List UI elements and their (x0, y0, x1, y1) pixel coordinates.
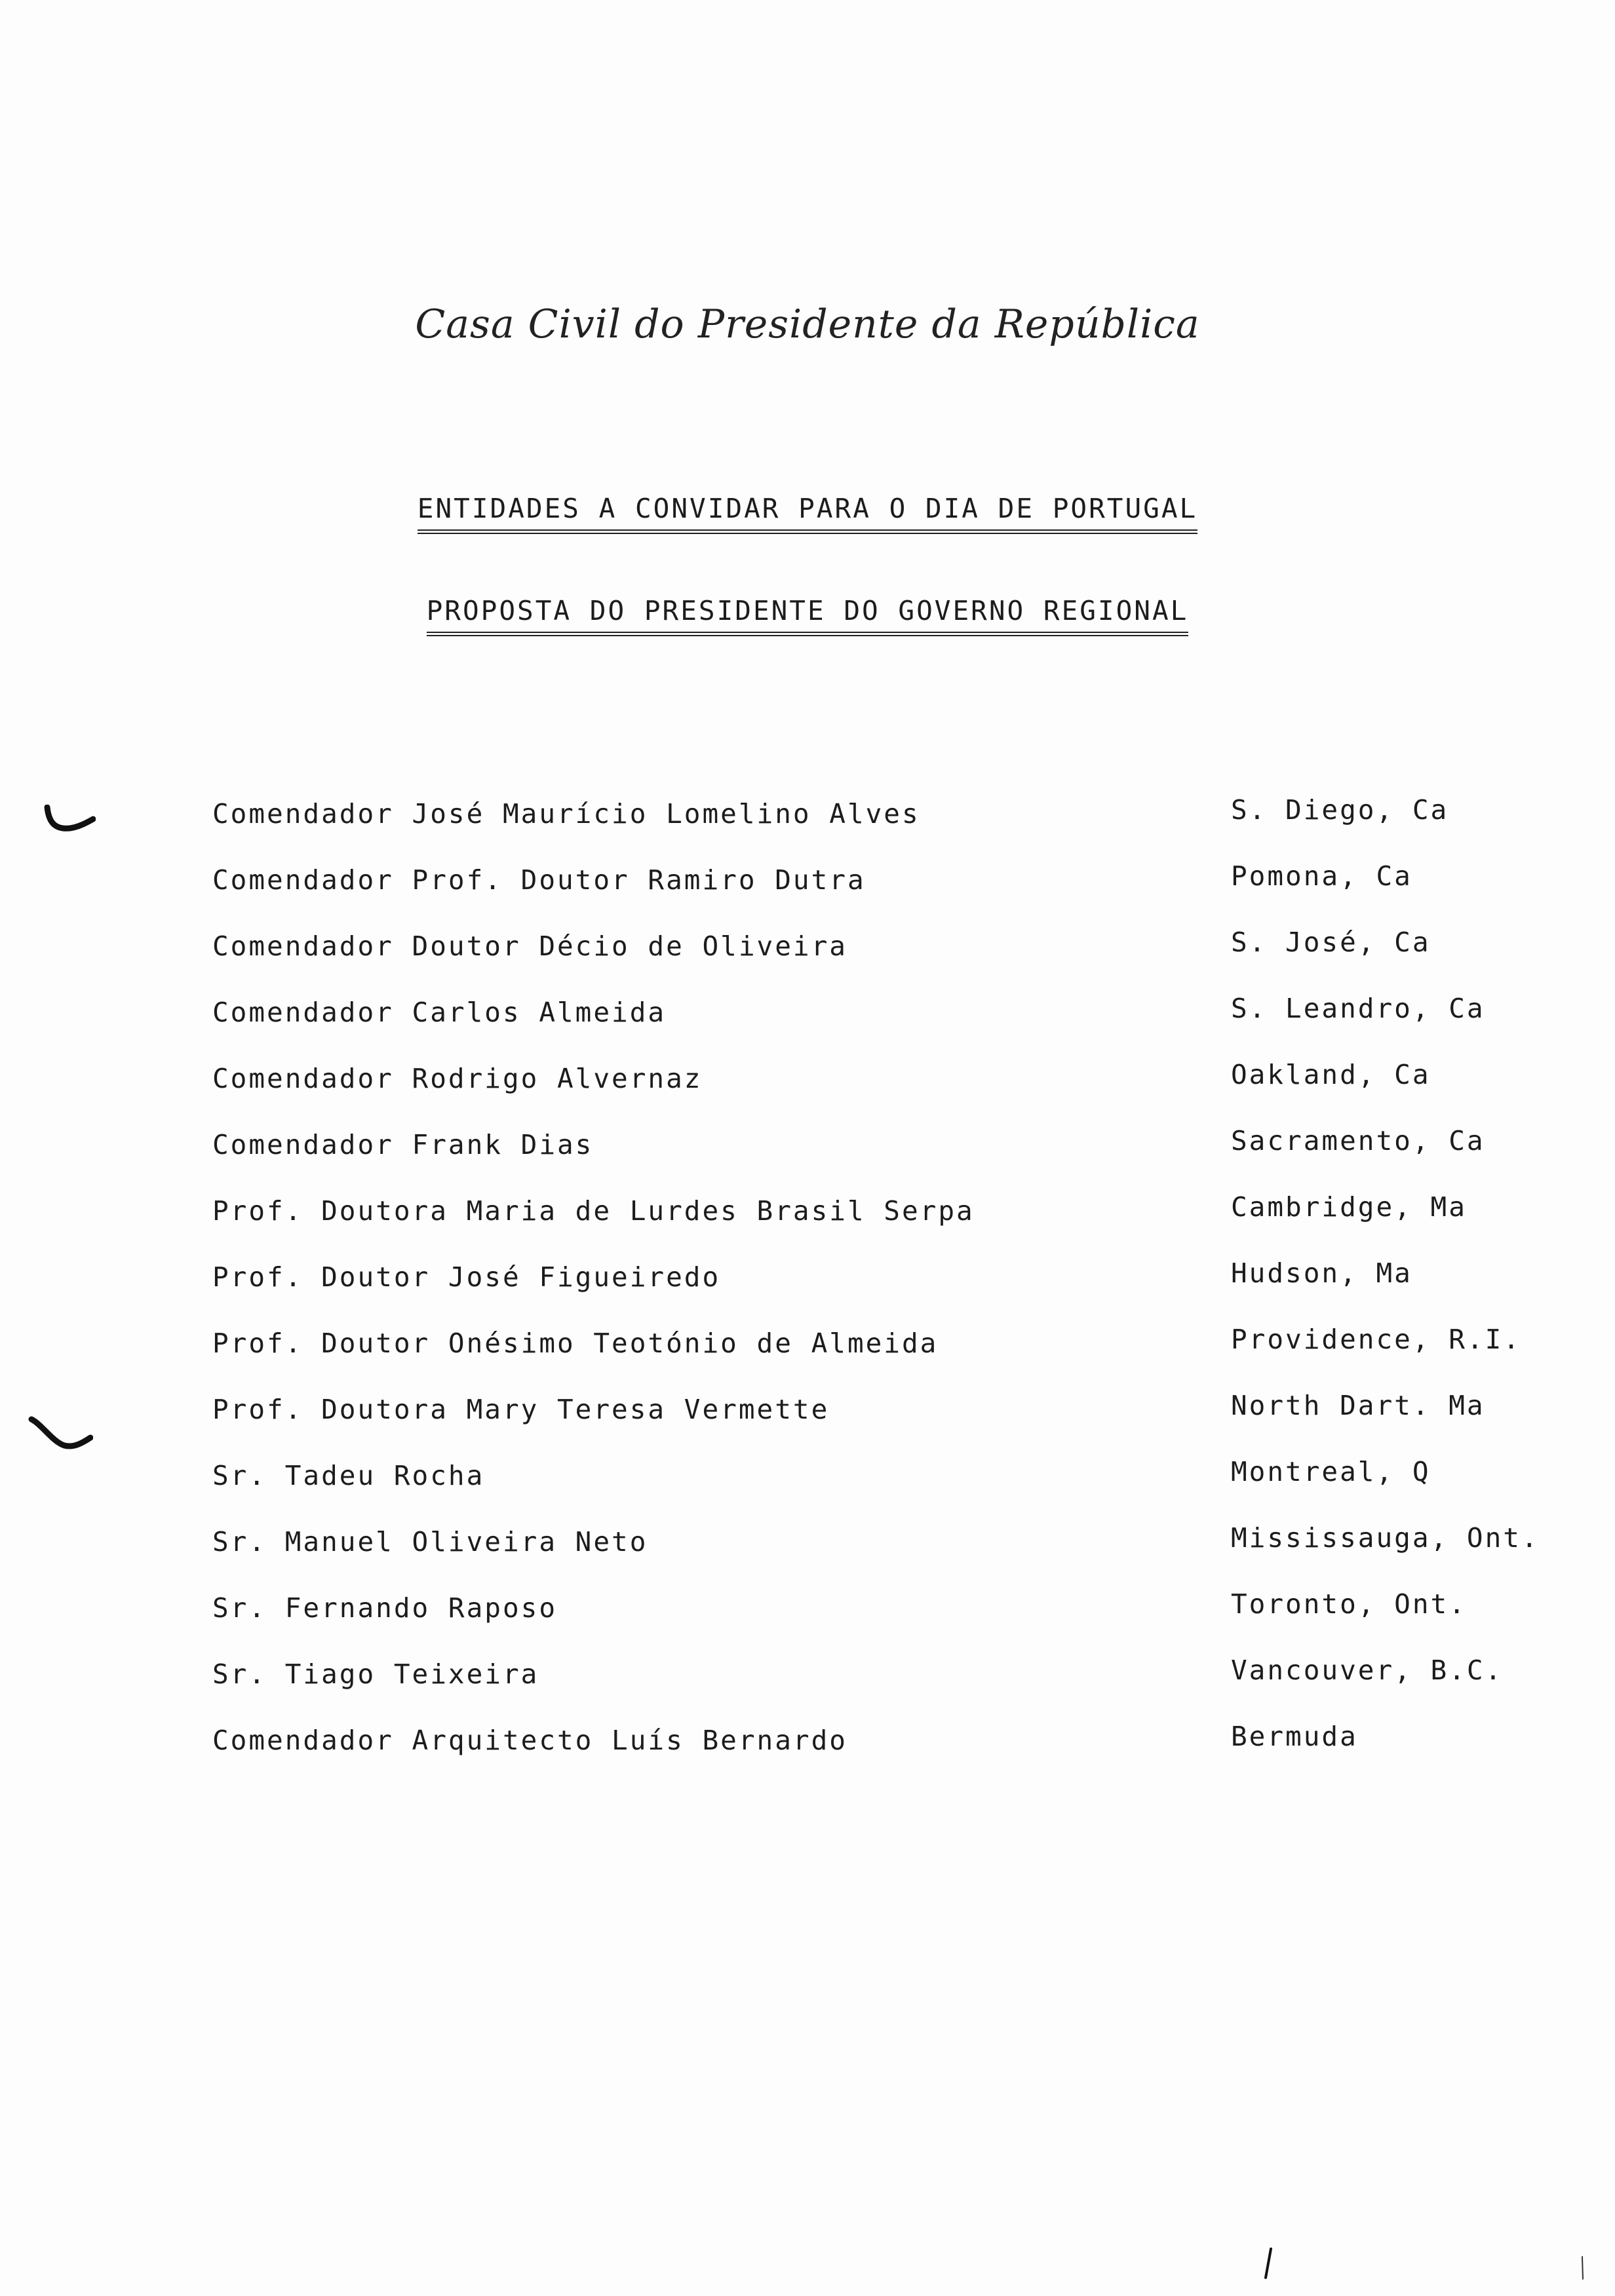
invitee-place: Vancouver, B.C. (1231, 1655, 1504, 1686)
pen-stroke-icon (1262, 2248, 1275, 2284)
list-item (0, 1191, 1615, 1261)
invitee-name: Sr. Manuel Oliveira Neto (212, 1526, 648, 1558)
list-item (0, 1721, 1615, 1791)
list-item (0, 1390, 1615, 1460)
invitee-name: Comendador Arquitecto Luís Bernardo (212, 1725, 847, 1756)
invitee-place: Toronto, Ont. (1231, 1588, 1467, 1620)
list-item (0, 1456, 1615, 1526)
invitee-place: S. Leandro, Ca (1231, 993, 1485, 1024)
invitee-name: Comendador Doutor Décio de Oliveira (212, 930, 847, 962)
list-item (0, 1257, 1615, 1328)
invitee-name: Prof. Doutor Onésimo Teotónio de Almeida (212, 1328, 939, 1359)
document-title-text: ENTIDADES A CONVIDAR PARA O DIA DE PORTUGAL (418, 493, 1197, 534)
invitee-list (0, 794, 1615, 1791)
invitee-name: Comendador Carlos Almeida (212, 997, 667, 1028)
invitee-place: Sacramento, Ca (1231, 1125, 1485, 1157)
invitee-place: Cambridge, Ma (1231, 1191, 1467, 1223)
invitee-name: Sr. Tiago Teixeira (212, 1658, 539, 1690)
list-item (0, 1522, 1615, 1592)
check-mark-icon (28, 1415, 73, 1442)
invitee-name: Prof. Doutora Maria de Lurdes Brasil Serpa (212, 1195, 975, 1227)
invitee-name: Sr. Tadeu Rocha (212, 1460, 485, 1491)
list-item (0, 1655, 1615, 1725)
invitee-place: Hudson, Ma (1231, 1257, 1412, 1289)
invitee-place: Bermuda (1231, 1721, 1358, 1752)
invitee-place: Montreal, Q (1231, 1456, 1431, 1487)
list-item (0, 1324, 1615, 1394)
list-item (0, 1059, 1615, 1129)
document-subtitle-text: PROPOSTA DO PRESIDENTE DO GOVERNO REGIONAL (427, 595, 1189, 636)
invitee-place: S. Diego, Ca (1231, 794, 1449, 826)
invitee-name: Prof. Doutor José Figueiredo (212, 1261, 721, 1293)
list-item (0, 794, 1615, 864)
invitee-name: Comendador Rodrigo Alvernaz (212, 1063, 703, 1094)
invitee-name: Prof. Doutora Mary Teresa Vermette (212, 1394, 830, 1425)
invitee-place: North Dart. Ma (1231, 1390, 1485, 1421)
document-title (0, 493, 1615, 534)
letterhead: Casa Civil do Presidente da República (415, 301, 1200, 347)
list-item (0, 993, 1615, 1063)
invitee-name: Comendador Prof. Doutor Ramiro Dutra (212, 864, 866, 896)
invitee-place: S. José, Ca (1231, 927, 1431, 958)
invitee-name: Sr. Fernando Raposo (212, 1592, 557, 1624)
list-item (0, 927, 1615, 997)
invitee-name: Comendador Frank Dias (212, 1129, 594, 1160)
list-item (0, 1588, 1615, 1658)
check-mark-icon (43, 805, 89, 831)
list-item (0, 860, 1615, 930)
pen-stroke-icon (1580, 2255, 1586, 2285)
invitee-place: Oakland, Ca (1231, 1059, 1431, 1090)
invitee-place: Pomona, Ca (1231, 860, 1412, 892)
document-subtitle (0, 595, 1615, 636)
invitee-place: Providence, R.I. (1231, 1324, 1521, 1355)
invitee-place: Mississauga, Ont. (1231, 1522, 1540, 1554)
list-item (0, 1125, 1615, 1195)
invitee-name: Comendador José Maurício Lomelino Alves (212, 798, 920, 830)
